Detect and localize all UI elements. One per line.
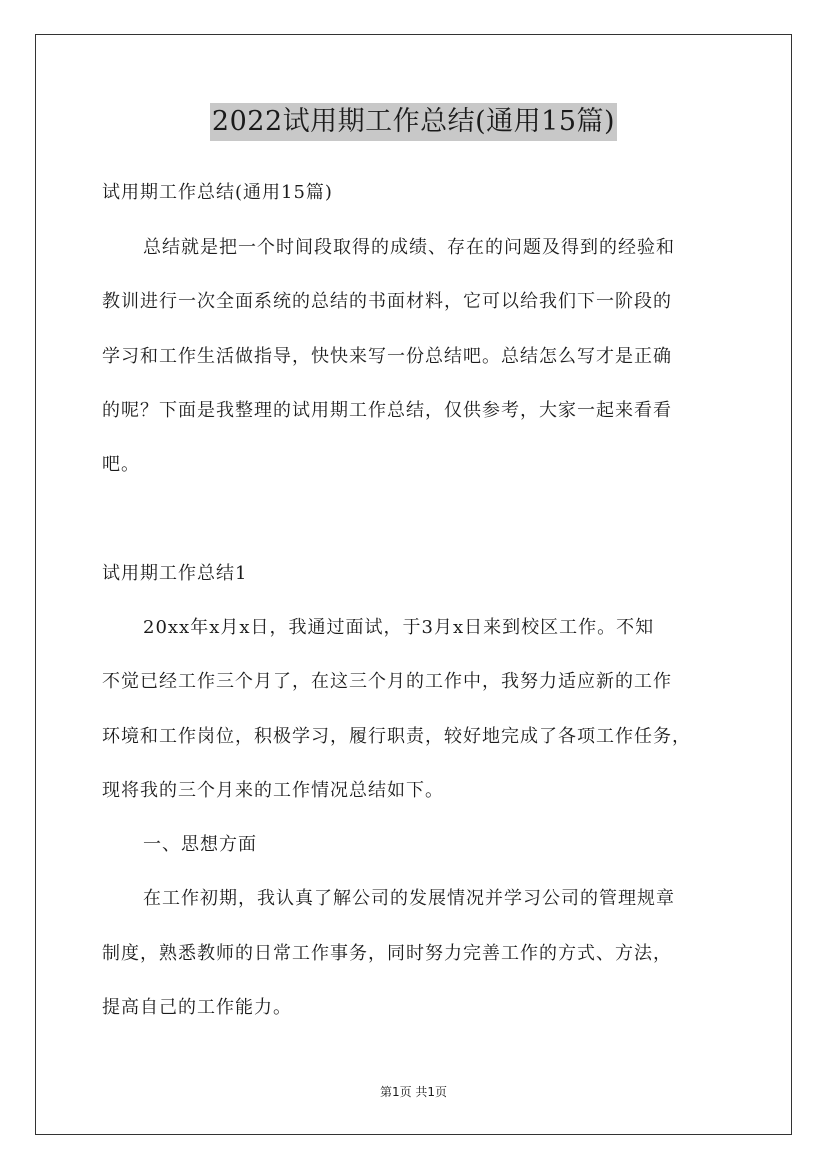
- document-title: 2022试用期工作总结(通用15篇): [210, 103, 617, 141]
- para2-line-3: 提高自己的工作能力。: [102, 997, 292, 1018]
- section1-line-4: 现将我的三个月来的工作情况总结如下。: [102, 780, 444, 801]
- document-subtitle: 试用期工作总结(通用15篇): [102, 182, 333, 203]
- subheading-thinking: 一、思想方面: [143, 834, 257, 855]
- intro-line-3: 学习和工作生活做指导，快快来写一份总结吧。总结怎么写才是正确: [102, 346, 672, 367]
- page-number-footer: 第1页 共1页: [379, 1085, 448, 1099]
- para2-line-2: 制度，熟悉教师的日常工作事务，同时努力完善工作的方式、方法，: [102, 943, 672, 964]
- title-block: [0, 103, 827, 141]
- section1-line-1: 20xx年x月x日，我通过面试，于3月x日来到校区工作。不知: [143, 617, 655, 638]
- section1-line-3: 环境和工作岗位，积极学习，履行职责，较好地完成了各项工作任务，: [102, 726, 691, 747]
- section1-line-2: 不觉已经工作三个月了，在这三个月的工作中，我努力适应新的工作: [102, 671, 672, 692]
- intro-line-1: 总结就是把一个时间段取得的成绩、存在的问题及得到的经验和: [143, 237, 675, 258]
- section1-heading: 试用期工作总结1: [102, 563, 248, 584]
- intro-line-4: 的呢？下面是我整理的试用期工作总结，仅供参考，大家一起来看看: [102, 400, 672, 421]
- intro-line-5: 吧。: [102, 454, 140, 475]
- intro-line-2: 教训进行一次全面系统的总结的书面材料，它可以给我们下一阶段的: [102, 291, 672, 312]
- para2-line-1: 在工作初期，我认真了解公司的发展情况并学习公司的管理规章: [143, 888, 675, 909]
